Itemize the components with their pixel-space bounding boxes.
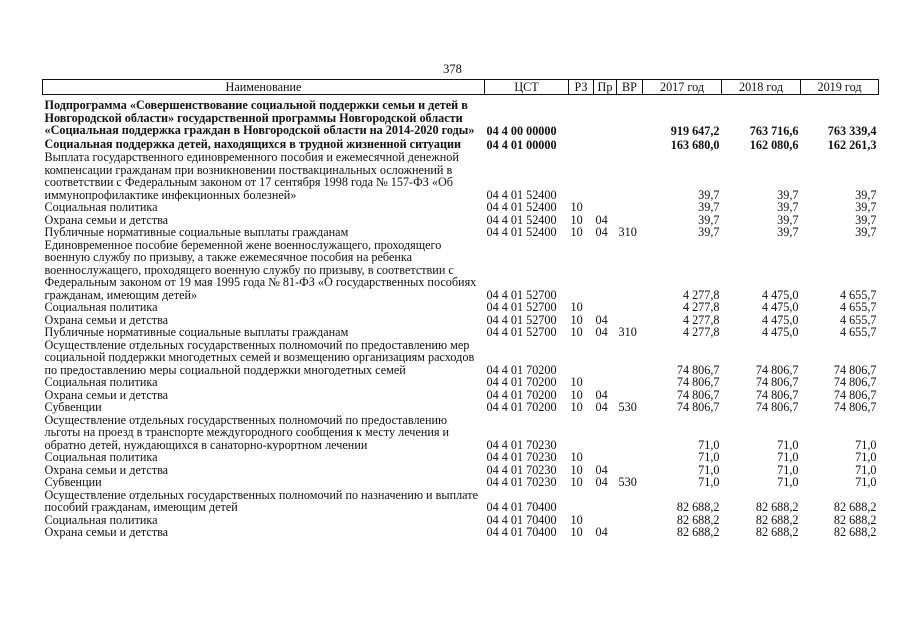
cell-pr [594, 138, 617, 152]
cell-pr [594, 514, 617, 527]
cell-pr [594, 414, 617, 452]
cell-2017: 74 806,7 [676, 401, 720, 414]
column-header-2017: 2017 год [643, 80, 722, 95]
table-row [43, 301, 879, 314]
cell-rz: 10 [570, 326, 583, 339]
cell-cst: 04 4 01 70200 [486, 362, 557, 376]
cell-2017: 39,7 [698, 187, 720, 201]
table-row [43, 151, 879, 201]
cell-vr [617, 301, 643, 314]
cell-name: Осуществление отдельных государственных полномочий по назначению и выплате пособий гражданам, имеющим детей [44, 488, 478, 514]
cell-2018: 74 806,7 [755, 388, 799, 401]
cell-2018: 4 475,0 [761, 326, 799, 339]
table-row [43, 526, 879, 539]
cell-pr [594, 151, 617, 201]
cell-cst: 04 4 01 70200 [486, 401, 557, 414]
cell-cst: 04 4 01 52400 [486, 213, 557, 226]
cell-vr [617, 514, 643, 527]
cell-name: Социальная поддержка детей, находящихся в трудной жизненной ситуации [44, 137, 462, 151]
cell-2019: 74 806,7 [833, 376, 877, 389]
cell-pr [594, 339, 617, 377]
cell-cst: 04 4 01 52400 [486, 226, 557, 239]
table-row [43, 414, 879, 452]
column-header-2019: 2019 год [801, 80, 879, 95]
cell-vr [617, 239, 643, 302]
cell-cst: 04 4 01 00000 [486, 137, 557, 151]
cell-name: Субвенции [44, 401, 102, 414]
cell-2017: 39,7 [698, 201, 720, 214]
table-row [43, 226, 879, 239]
table-row [43, 138, 879, 152]
cell-2018: 71,0 [777, 451, 799, 464]
cell-pr [594, 95, 617, 138]
cell-cst: 04 4 01 52700 [486, 287, 557, 301]
cell-cst: 04 4 01 70230 [486, 463, 557, 476]
cell-2018: 4 475,0 [761, 301, 799, 314]
table-row [43, 451, 879, 464]
cell-name: Социальная политика [44, 376, 158, 389]
cell-cst: 04 4 01 52400 [486, 201, 557, 214]
cell-2019: 82 688,2 [833, 513, 877, 526]
cell-vr: 310 [618, 226, 637, 239]
cell-cst: 04 4 01 70230 [486, 476, 557, 489]
cell-2017: 4 277,8 [682, 313, 720, 326]
table-row [43, 239, 879, 302]
cell-vr [617, 151, 643, 201]
cell-name: Охрана семьи и детства [44, 313, 169, 326]
cell-vr: 530 [618, 476, 637, 489]
cell-vr [617, 376, 643, 389]
table-row [43, 339, 879, 377]
cell-rz: 10 [570, 201, 583, 214]
cell-pr: 04 [595, 213, 608, 226]
cell-rz: 10 [570, 401, 583, 414]
cell-rz [569, 138, 594, 152]
column-header-pr: Пр [594, 80, 617, 95]
cell-2017: 74 806,7 [676, 388, 720, 401]
cell-cst: 04 4 00 00000 [486, 124, 557, 138]
cell-pr: 04 [595, 388, 608, 401]
cell-2019: 71,0 [855, 476, 877, 489]
table-row [43, 326, 879, 339]
cell-2019: 71,0 [855, 437, 877, 451]
cell-rz [569, 239, 594, 302]
cell-name: Охрана семьи и детства [44, 388, 169, 401]
column-header-name: Наименование [43, 80, 485, 95]
cell-2018: 162 080,6 [749, 137, 799, 151]
cell-2019: 763 339,4 [827, 124, 877, 138]
cell-name: Выплата государственного единовременного пособия и ежемесячной денежной компенсации гражданам при возникновении поствакцинальных осложнений в соответствии с Федеральным законом от 17 сентября 1998 года № 157-ФЗ «Об иммунопрофилактике инфекционных болезней» [44, 151, 459, 201]
cell-name: Охрана семьи и детства [44, 526, 169, 539]
cell-pr: 04 [595, 226, 608, 239]
cell-2018: 71,0 [777, 437, 799, 451]
cell-name: Социальная политика [44, 301, 158, 314]
page-number: 378 [443, 62, 462, 76]
cell-2018: 74 806,7 [755, 362, 799, 376]
table-row [43, 514, 879, 527]
cell-name: Осуществление отдельных государственных полномочий по предоставлению льготы на проезд в транспорте междугородного сообщения к месту лечения и обратно детей, нуждающихся в санаторно-курортном лечении [44, 413, 450, 451]
table-row [43, 376, 879, 389]
cell-2018: 71,0 [777, 463, 799, 476]
cell-2019: 4 655,7 [839, 301, 877, 314]
cell-cst: 04 4 01 70400 [486, 500, 557, 514]
budget-table [42, 79, 879, 539]
cell-rz: 10 [570, 226, 583, 239]
cell-2019: 74 806,7 [833, 388, 877, 401]
cell-2017: 919 647,2 [670, 124, 720, 138]
cell-2017: 71,0 [698, 463, 720, 476]
cell-vr [617, 464, 643, 477]
cell-2018: 763 716,6 [749, 124, 799, 138]
cell-2017: 163 680,0 [670, 137, 720, 151]
cell-vr [617, 314, 643, 327]
cell-2019: 39,7 [855, 201, 877, 214]
column-header-2018: 2018 год [722, 80, 801, 95]
column-header-vr: ВР [617, 80, 643, 95]
table-row [43, 476, 879, 489]
cell-rz: 10 [570, 301, 583, 314]
cell-vr [617, 526, 643, 539]
cell-2018: 82 688,2 [755, 500, 799, 514]
cell-pr [594, 451, 617, 464]
cell-pr: 04 [595, 476, 608, 489]
table-row [43, 401, 879, 414]
cell-pr: 04 [595, 463, 608, 476]
cell-2019: 74 806,7 [833, 401, 877, 414]
cell-vr [617, 414, 643, 452]
cell-name: Социальная политика [44, 513, 158, 526]
cell-pr: 04 [595, 401, 608, 414]
table-row [43, 95, 879, 138]
cell-2019: 4 655,7 [839, 326, 877, 339]
cell-vr [617, 95, 643, 138]
cell-name: Осуществление отдельных государственных полномочий по предоставлению мер социальной поддержки многодетных семей и возмещению организациям расходов по предоставлению меры социальной поддержки многодетных семей [44, 338, 475, 376]
cell-2017: 82 688,2 [676, 500, 720, 514]
cell-2019: 71,0 [855, 463, 877, 476]
cell-name: Публичные нормативные социальные выплаты гражданам [44, 226, 349, 239]
cell-2018: 4 475,0 [761, 287, 799, 301]
cell-2018: 39,7 [777, 187, 799, 201]
cell-2018: 74 806,7 [755, 376, 799, 389]
cell-vr [617, 451, 643, 464]
cell-vr: 530 [618, 401, 637, 414]
cell-cst: 04 4 01 52700 [486, 313, 557, 326]
cell-name: Охрана семьи и детства [44, 213, 169, 226]
cell-name: Социальная политика [44, 451, 158, 464]
cell-pr [594, 201, 617, 214]
cell-cst: 04 4 01 70200 [486, 388, 557, 401]
cell-cst: 04 4 01 52700 [486, 326, 557, 339]
cell-rz [569, 414, 594, 452]
table-row [43, 314, 879, 327]
cell-2019: 4 655,7 [839, 287, 877, 301]
cell-2017: 4 277,8 [682, 287, 720, 301]
cell-pr [594, 239, 617, 302]
cell-vr [617, 214, 643, 227]
cell-2019: 4 655,7 [839, 313, 877, 326]
cell-rz [569, 95, 594, 138]
cell-cst: 04 4 01 70230 [486, 437, 557, 451]
cell-rz: 10 [570, 313, 583, 326]
cell-pr [594, 301, 617, 314]
cell-2019: 74 806,7 [833, 362, 877, 376]
cell-rz: 10 [570, 213, 583, 226]
cell-2017: 82 688,2 [676, 526, 720, 539]
cell-cst: 04 4 01 70200 [486, 376, 557, 389]
cell-vr [617, 339, 643, 377]
cell-pr [594, 376, 617, 389]
cell-2017: 39,7 [698, 226, 720, 239]
table-row [43, 389, 879, 402]
cell-2017: 82 688,2 [676, 513, 720, 526]
cell-2018: 71,0 [777, 476, 799, 489]
cell-rz: 10 [570, 526, 583, 539]
cell-2018: 39,7 [777, 201, 799, 214]
cell-rz [569, 489, 594, 514]
cell-2017: 71,0 [698, 476, 720, 489]
cell-rz: 10 [570, 451, 583, 464]
table-header [43, 80, 879, 95]
cell-vr: 310 [618, 326, 637, 339]
cell-2017: 39,7 [698, 213, 720, 226]
table-row [43, 214, 879, 227]
cell-rz [569, 339, 594, 377]
column-header-cst: ЦСТ [485, 80, 569, 95]
cell-name: Подпрограмма «Совершенствование социальной поддержки семьи и детей в Новгородской области» государственной программы Новгородской области «Социальная поддержка граждан в Новгородской области на 2014-2020 годы» [44, 98, 475, 137]
cell-pr: 04 [595, 326, 608, 339]
table-row [43, 201, 879, 214]
cell-2019: 71,0 [855, 451, 877, 464]
cell-name: Публичные нормативные социальные выплаты гражданам [44, 326, 349, 339]
cell-cst: 04 4 01 70400 [486, 513, 557, 526]
cell-cst: 04 4 01 52700 [486, 301, 557, 314]
cell-name: Охрана семьи и детства [44, 463, 169, 476]
cell-2019: 82 688,2 [833, 500, 877, 514]
cell-rz: 10 [570, 388, 583, 401]
cell-2019: 39,7 [855, 187, 877, 201]
cell-pr [594, 489, 617, 514]
table-row [43, 464, 879, 477]
cell-2018: 4 475,0 [761, 313, 799, 326]
cell-name: Социальная политика [44, 201, 158, 214]
cell-2017: 74 806,7 [676, 362, 720, 376]
cell-2018: 39,7 [777, 213, 799, 226]
cell-cst: 04 4 01 52400 [486, 187, 557, 201]
cell-2018: 82 688,2 [755, 526, 799, 539]
cell-2019: 82 688,2 [833, 526, 877, 539]
cell-2017: 4 277,8 [682, 326, 720, 339]
cell-2018: 39,7 [777, 226, 799, 239]
cell-vr [617, 201, 643, 214]
cell-pr: 04 [595, 313, 608, 326]
cell-name: Субвенции [44, 476, 102, 489]
cell-vr [617, 138, 643, 152]
cell-2017: 74 806,7 [676, 376, 720, 389]
cell-rz: 10 [570, 513, 583, 526]
cell-rz [569, 151, 594, 201]
cell-vr [617, 389, 643, 402]
cell-rz: 10 [570, 376, 583, 389]
cell-rz: 10 [570, 476, 583, 489]
column-header-rz: РЗ [569, 80, 594, 95]
cell-rz: 10 [570, 463, 583, 476]
cell-2017: 71,0 [698, 451, 720, 464]
cell-2019: 162 261,3 [827, 137, 877, 151]
cell-cst: 04 4 01 70400 [486, 526, 557, 539]
cell-name: Единовременное пособие беременной жене военнослужащего, проходящего военную службу по призыву, а также ежемесячное пособия на ребенка военнослужащего, проходящего военную службу по призыву, в соответствии с Федеральным законом от 19 мая 1995 года № 81-ФЗ «О государственных пособиях гражданам, имеющим детей» [44, 238, 477, 301]
cell-2017: 71,0 [698, 437, 720, 451]
cell-vr [617, 489, 643, 514]
cell-2019: 39,7 [855, 213, 877, 226]
cell-2019: 39,7 [855, 226, 877, 239]
cell-2018: 74 806,7 [755, 401, 799, 414]
cell-cst: 04 4 01 70230 [486, 451, 557, 464]
cell-2017: 4 277,8 [682, 301, 720, 314]
table-body [43, 95, 879, 539]
table-row [43, 489, 879, 514]
cell-pr: 04 [595, 526, 608, 539]
cell-2018: 82 688,2 [755, 513, 799, 526]
